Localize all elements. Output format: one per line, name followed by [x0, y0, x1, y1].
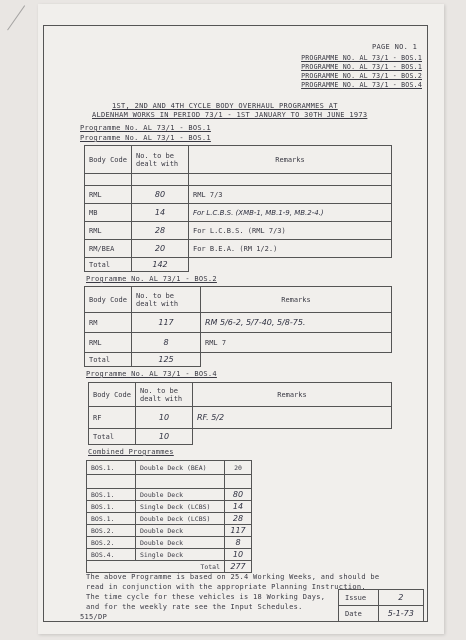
- cell-no: 10: [136, 407, 193, 429]
- programme-ref: PROGRAMME NO. AL 73/1 - BOS.2: [301, 72, 422, 80]
- programme-1-table: [84, 145, 392, 272]
- cell-deck: Double Deck: [136, 489, 225, 501]
- cell-deck: Double Deck (LCBS): [136, 513, 225, 525]
- footer-note-line: The time cycle for these vehicles is 18 Working Days,: [86, 593, 326, 601]
- cell-no: 117: [132, 313, 201, 333]
- table-row: [85, 333, 392, 353]
- cell-no: 20: [225, 461, 252, 475]
- table-row: [85, 186, 392, 204]
- cell-code: RML: [85, 186, 132, 204]
- total-row: [89, 429, 392, 445]
- programme-2-title: Programme No. AL 73/1 - BOS.2: [86, 275, 217, 283]
- header-no: No. to be dealt with: [136, 383, 193, 407]
- cell-bos: BOS.1.: [87, 501, 136, 513]
- header-body-code: Body Code: [85, 287, 132, 313]
- header-body-code: Body Code: [85, 146, 132, 174]
- programme-4-table: [88, 382, 392, 445]
- total-label: Total: [136, 561, 225, 573]
- cell-code: RM: [85, 313, 132, 333]
- table-row: [85, 313, 392, 333]
- title-line-1: 1ST, 2ND AND 4TH CYCLE BODY OVERHAUL PROGRAMMES AT: [112, 102, 338, 110]
- footer-note-line: and for the weekly rate see the Input Schedules.: [86, 603, 303, 611]
- cell-bos: BOS.2.: [87, 537, 136, 549]
- cell-code: RML: [85, 222, 132, 240]
- cell-no: 8: [225, 537, 252, 549]
- table-row: [87, 501, 252, 513]
- cell-code: MB: [85, 204, 132, 222]
- header-remarks: Remarks: [193, 383, 392, 407]
- programme-1-title-a: Programme No. AL 73/1 - BOS.1: [80, 124, 211, 132]
- programme-ref: PROGRAMME NO. AL 73/1 - BOS.4: [301, 81, 422, 89]
- date-label: Date: [339, 606, 379, 622]
- header-remarks: Remarks: [201, 287, 392, 313]
- reference-code: 515/DP: [80, 613, 108, 621]
- cell-no: 80: [132, 186, 189, 204]
- header-no: No. to be dealt with: [132, 146, 189, 174]
- header-body-code: Body Code: [89, 383, 136, 407]
- table-row: [85, 204, 392, 222]
- table-row: [87, 461, 252, 475]
- footer-note-line: read in conjunction with the appropriate Planning Instruction.: [86, 583, 366, 591]
- cell-no: 8: [132, 333, 201, 353]
- page-number: PAGE NO. 1: [372, 43, 418, 51]
- cell-deck: Single Deck: [136, 549, 225, 561]
- combined-table: [86, 460, 252, 573]
- date-value: 5-1-73: [378, 606, 423, 622]
- total-value: 142: [132, 258, 189, 272]
- issue-date-box: [338, 589, 424, 622]
- cell-no: 14: [225, 501, 252, 513]
- cell-code: RM/BEA: [85, 240, 132, 258]
- cell-no: 28: [225, 513, 252, 525]
- cell-code: RF: [89, 407, 136, 429]
- combined-title: Combined Programmes: [88, 448, 174, 456]
- programme-1-title-b: Programme No. AL 73/1 - BOS.1: [80, 134, 211, 142]
- programme-ref-list: [262, 54, 422, 90]
- issue-value: 2: [378, 590, 423, 606]
- total-label: Total: [85, 258, 132, 272]
- title-line-2: ALDENHAM WORKS IN PERIOD 73/1 - 1ST JANUARY TO 30TH JUNE 1973: [92, 111, 368, 119]
- cell-remarks: For L.C.B.S. (XMB-1, MB.1-9, MB.2-4.): [189, 204, 392, 222]
- table-row: [87, 489, 252, 501]
- cell-remarks: RML 7/3: [189, 186, 392, 204]
- cell-bos: BOS.1.: [87, 461, 136, 475]
- cell-no: 10: [225, 549, 252, 561]
- table-row: [89, 407, 392, 429]
- table-row: [87, 513, 252, 525]
- issue-label: Issue: [339, 590, 379, 606]
- cell-code: RML: [85, 333, 132, 353]
- cell-deck: Double Deck: [136, 537, 225, 549]
- total-row: [85, 353, 392, 367]
- programme-2-table: [84, 286, 392, 367]
- table-row: [85, 240, 392, 258]
- cell-deck: Double Deck: [136, 525, 225, 537]
- total-value: 277: [225, 561, 252, 573]
- cell-bos: BOS.1.: [87, 513, 136, 525]
- footer-note-line: The above Programme is based on 25.4 Working Weeks, and should be: [86, 573, 380, 581]
- total-label: Total: [89, 429, 136, 445]
- programme-ref: PROGRAMME NO. AL 73/1 - BOS.1: [301, 54, 422, 62]
- programme-4-title: Programme No. AL 73/1 - BOS.4: [86, 370, 217, 378]
- total-row: [85, 258, 392, 272]
- header-no: No. to be dealt with: [132, 287, 201, 313]
- total-row: [87, 561, 252, 573]
- cell-no: 20: [132, 240, 189, 258]
- cell-deck: Single Deck (LCBS): [136, 501, 225, 513]
- cell-remarks: RML 7: [201, 333, 392, 353]
- footer-note: [86, 572, 379, 612]
- table-row: [87, 549, 252, 561]
- total-label: Total: [85, 353, 132, 367]
- table-row: [85, 222, 392, 240]
- cell-remarks: For L.C.B.S. (RML 7/3): [189, 222, 392, 240]
- cell-remarks: RF. 5/2: [193, 407, 392, 429]
- paper-mark: [7, 5, 40, 40]
- cell-deck: Double Deck (BEA): [136, 461, 225, 475]
- cell-remarks: RM 5/6-2, 5/7-40, 5/8-75.: [201, 313, 392, 333]
- table-row: [87, 537, 252, 549]
- cell-bos: BOS.2.: [87, 525, 136, 537]
- cell-no: 80: [225, 489, 252, 501]
- programme-ref: PROGRAMME NO. AL 73/1 - BOS.1: [301, 63, 422, 71]
- cell-bos: BOS.1.: [87, 489, 136, 501]
- total-value: 10: [136, 429, 193, 445]
- cell-no: 28: [132, 222, 189, 240]
- table-row: [87, 525, 252, 537]
- cell-no: 14: [132, 204, 189, 222]
- cell-no: 117: [225, 525, 252, 537]
- cell-bos: BOS.4.: [87, 549, 136, 561]
- total-value: 125: [132, 353, 201, 367]
- header-remarks: Remarks: [189, 146, 392, 174]
- cell-remarks: For B.E.A. (RM 1/2.): [189, 240, 392, 258]
